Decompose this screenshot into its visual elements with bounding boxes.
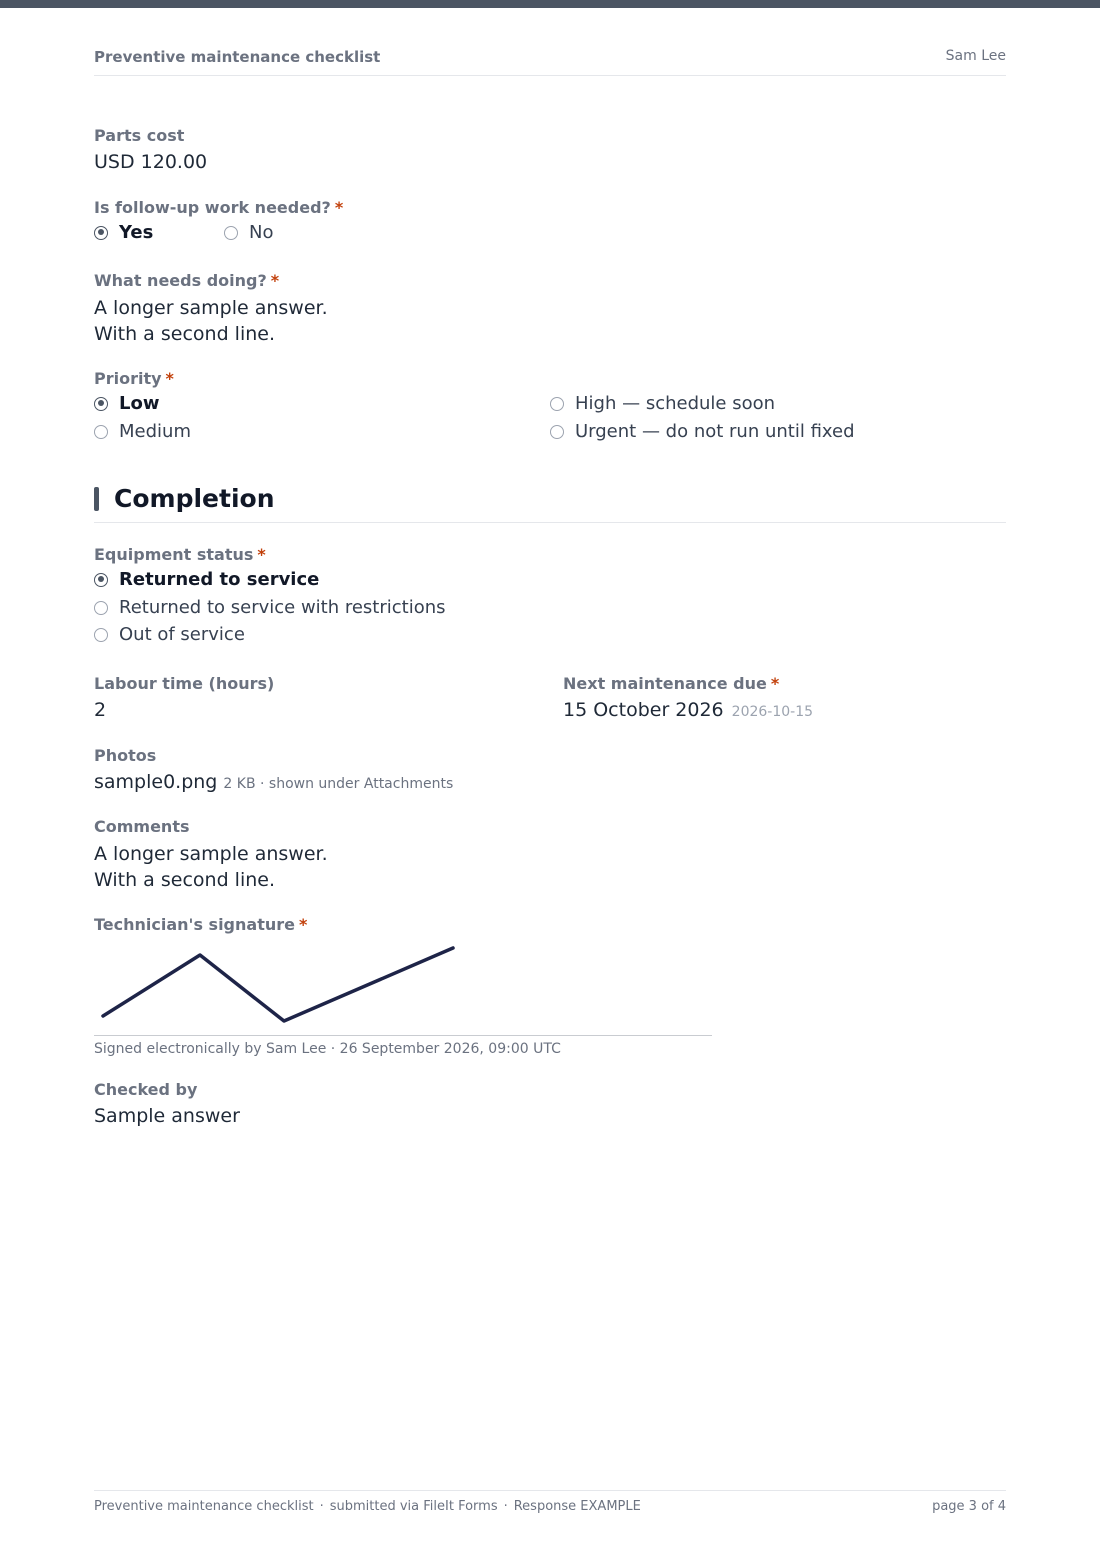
next-maintenance-value xyxy=(563,697,813,725)
radio-unselected-icon xyxy=(94,425,108,439)
radio-selected-icon xyxy=(94,397,108,411)
parts-cost-value: USD 120.00 xyxy=(94,151,208,173)
option-label: Medium xyxy=(119,421,191,442)
option-label: Returned to service xyxy=(119,569,320,590)
option-label: High — schedule soon xyxy=(575,393,776,414)
what-needs-doing-label xyxy=(94,271,279,290)
required-marker: * xyxy=(334,198,344,217)
respondent-name: Sam Lee xyxy=(945,48,1006,64)
signature-caption: Signed electronically by Sam Lee · 26 September 2026, 09:00 UTC xyxy=(94,1041,561,1057)
follow-up-label xyxy=(94,198,343,217)
signature-image xyxy=(94,940,474,1035)
priority-label-text: Priority xyxy=(94,369,162,388)
next-maintenance-label xyxy=(563,674,779,693)
comments-label: Comments xyxy=(94,817,190,836)
what-needs-doing-label-text: What needs doing? xyxy=(94,271,267,290)
photo-file-meta: 2 KB · shown under Attachments xyxy=(223,776,454,792)
equipment-status-option-returned[interactable] xyxy=(94,569,319,590)
option-label: Returned to service with restrictions xyxy=(119,597,446,618)
equipment-status-option-restrictions[interactable] xyxy=(94,597,446,618)
separator: · xyxy=(503,1499,508,1514)
priority-option-urgent[interactable] xyxy=(550,421,855,442)
answer-line: A longer sample answer. xyxy=(94,843,328,865)
footer-response: Response EXAMPLE xyxy=(513,1499,641,1514)
required-marker: * xyxy=(298,915,308,934)
required-marker: * xyxy=(257,545,266,564)
date-long: 15 October 2026 xyxy=(563,699,724,721)
radio-unselected-icon xyxy=(94,628,108,642)
signature-label-text: Technician's signature xyxy=(94,915,295,934)
answer-line: With a second line. xyxy=(94,869,275,891)
checked-by-value: Sample answer xyxy=(94,1105,240,1127)
completion-section-header xyxy=(94,484,1006,523)
priority-option-low[interactable] xyxy=(94,393,159,414)
required-marker: * xyxy=(270,271,280,290)
priority-label xyxy=(94,369,174,388)
follow-up-option-yes[interactable] xyxy=(94,222,153,243)
equipment-status-option-out-of-service[interactable] xyxy=(94,624,245,645)
page-number: page 3 of 4 xyxy=(932,1499,1006,1514)
follow-up-option-no[interactable] xyxy=(224,222,273,243)
date-iso: 2026-10-15 xyxy=(731,704,814,720)
photo-file-name: sample0.png xyxy=(94,771,218,793)
footer-submitted-via: submitted via FileIt Forms xyxy=(329,1499,498,1514)
photos-value xyxy=(94,769,453,797)
page-header xyxy=(94,48,1006,76)
equipment-status-label xyxy=(94,545,266,564)
option-label: Out of service xyxy=(119,624,245,645)
follow-up-label-text: Is follow-up work needed? xyxy=(94,198,331,217)
parts-cost-label xyxy=(94,126,184,145)
option-label: Low xyxy=(119,393,160,414)
top-accent-bar xyxy=(0,0,1100,8)
answer-line: With a second line. xyxy=(94,323,275,345)
section-accent-bar xyxy=(94,487,99,511)
checked-by-label: Checked by xyxy=(94,1080,198,1099)
radio-unselected-icon xyxy=(550,425,564,439)
what-needs-doing-value xyxy=(94,295,328,347)
equipment-status-label-text: Equipment status xyxy=(94,545,254,564)
parts-cost-label-text: Parts cost xyxy=(94,126,185,145)
option-label: No xyxy=(249,222,274,243)
option-label: Yes xyxy=(119,222,154,243)
priority-option-high[interactable] xyxy=(550,393,775,414)
footer-form-name: Preventive maintenance checklist xyxy=(94,1499,314,1514)
comments-value xyxy=(94,841,328,893)
radio-unselected-icon xyxy=(550,397,564,411)
radio-unselected-icon xyxy=(94,601,108,615)
footer-left xyxy=(94,1499,641,1514)
signature-label xyxy=(94,915,307,934)
section-title: Completion xyxy=(114,484,275,513)
labour-time-label: Labour time (hours) xyxy=(94,674,275,693)
separator: · xyxy=(319,1499,324,1514)
required-marker: * xyxy=(770,674,780,693)
radio-unselected-icon xyxy=(224,226,238,240)
priority-option-medium[interactable] xyxy=(94,421,191,442)
next-maintenance-label-text: Next maintenance due xyxy=(563,674,767,693)
radio-selected-icon xyxy=(94,226,108,240)
answer-line: A longer sample answer. xyxy=(94,297,328,319)
photos-label: Photos xyxy=(94,746,157,765)
page-footer xyxy=(94,1490,1006,1514)
labour-time-value: 2 xyxy=(94,699,107,721)
option-label: Urgent — do not run until fixed xyxy=(575,421,855,442)
form-title: Preventive maintenance checklist xyxy=(94,48,381,66)
radio-selected-icon xyxy=(94,573,108,587)
signature-line xyxy=(94,1035,712,1036)
required-marker: * xyxy=(165,369,174,388)
